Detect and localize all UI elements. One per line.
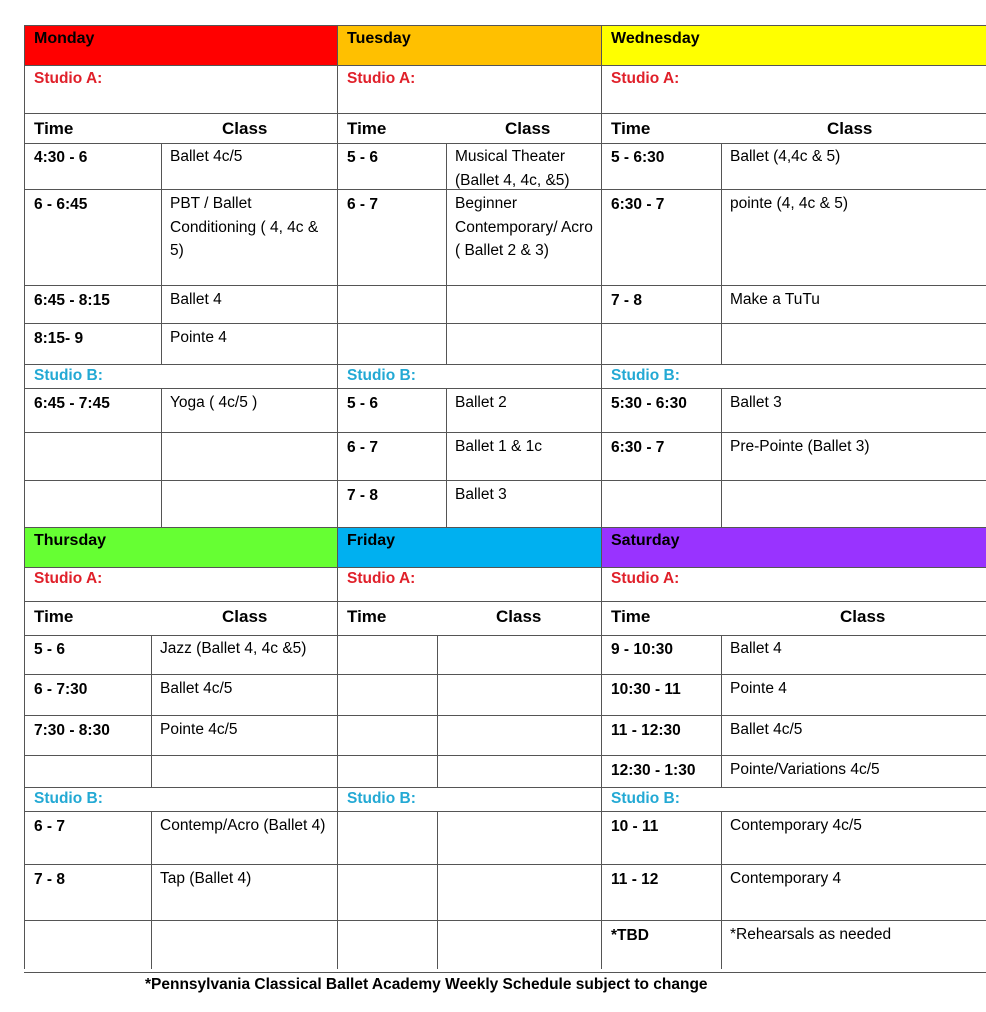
class-name: Ballet 3: [455, 486, 507, 503]
studio-a-label: Studio A:: [25, 568, 337, 602]
column-headers: [338, 114, 601, 144]
schedule-row: [338, 324, 601, 365]
schedule-row: [602, 324, 986, 365]
studio-a-label: Studio A:: [25, 66, 337, 114]
time-header: Time: [347, 119, 387, 138]
class-name: Ballet 4c/5: [160, 680, 233, 697]
studio-b-label: Studio B:: [25, 788, 337, 812]
schedule-row: [25, 921, 337, 969]
schedule-row: [338, 675, 601, 716]
schedule-row: [25, 143, 337, 190]
day-panel-saturday: [601, 527, 986, 969]
class-name: Ballet 4c/5: [170, 148, 243, 165]
time-header: Time: [34, 119, 74, 138]
column-divider: [161, 389, 162, 528]
studio-a-label: Studio A:: [338, 568, 601, 602]
class-time: 7:30 - 8:30: [34, 722, 110, 739]
day-panel-thursday: [24, 527, 337, 969]
class-name: pointe (4, 4c & 5): [730, 195, 849, 212]
studio-a-label: Studio A:: [602, 568, 986, 602]
time-header: Time: [34, 607, 74, 626]
column-divider: [151, 635, 152, 788]
schedule-row: [338, 389, 601, 433]
column-headers: [25, 602, 337, 636]
schedule-row: [602, 921, 986, 969]
column-divider: [721, 143, 722, 365]
day-header: Wednesday: [602, 26, 986, 66]
schedule-row: [25, 433, 337, 481]
class-name: Make a TuTu: [730, 291, 820, 308]
studio-b-label: Studio B:: [338, 365, 601, 389]
class-header: Class: [840, 607, 886, 626]
time-header: Time: [611, 119, 651, 138]
class-time: 5 - 6: [347, 149, 379, 166]
studio-b-label: Studio B:: [338, 788, 601, 812]
class-time: 12:30 - 1:30: [611, 762, 696, 779]
studio-b-label: Studio B:: [602, 365, 986, 389]
class-name: *Rehearsals as needed: [730, 926, 892, 943]
class-time: 6:30 - 7: [611, 196, 665, 213]
class-time: 5 - 6:30: [611, 149, 665, 166]
class-time: 6:45 - 8:15: [34, 292, 110, 309]
schedule-row: [602, 865, 986, 921]
class-name: Pointe 4c/5: [160, 721, 238, 738]
class-time: 6:30 - 7: [611, 439, 665, 456]
class-name: Pointe 4: [170, 329, 227, 346]
class-time: 10:30 - 11: [611, 681, 681, 698]
column-headers: [602, 602, 986, 636]
schedule-row: [25, 716, 337, 756]
schedule-row: [602, 812, 986, 865]
footer-note: *Pennsylvania Classical Ballet Academy Weekly Schedule subject to change: [145, 976, 708, 993]
weekly-schedule: [24, 25, 986, 973]
class-time: 7 - 8: [611, 292, 643, 309]
class-name: PBT / Ballet Conditioning ( 4, 4c & 5): [170, 195, 319, 259]
class-time: 6 - 7: [34, 818, 66, 835]
schedule-row: [338, 481, 601, 528]
column-headers: [25, 114, 337, 144]
schedule-row: [338, 635, 601, 675]
class-header: Class: [222, 119, 268, 138]
schedule-row: [602, 635, 986, 675]
class-time: 4:30 - 6: [34, 149, 88, 166]
class-header: Class: [222, 607, 268, 626]
schedule-row: [602, 286, 986, 324]
class-name: Ballet 2: [455, 394, 507, 411]
studio-b-label: Studio B:: [602, 788, 986, 812]
column-divider: [721, 389, 722, 528]
class-time: 10 - 11: [611, 818, 659, 835]
class-name: Ballet 4: [730, 640, 782, 657]
class-name: Yoga ( 4c/5 ): [170, 394, 258, 411]
class-name: Contemporary 4: [730, 870, 842, 887]
class-time: 6 - 7:30: [34, 681, 88, 698]
class-time: 9 - 10:30: [611, 641, 674, 658]
class-time: 11 - 12: [611, 871, 659, 888]
schedule-row: [602, 716, 986, 756]
schedule-row: [25, 635, 337, 675]
schedule-row: [25, 675, 337, 716]
class-name: Contemporary 4c/5: [730, 817, 862, 834]
column-divider: [721, 812, 722, 969]
column-divider: [721, 635, 722, 788]
schedule-row: [338, 756, 601, 788]
studio-a-label: Studio A:: [602, 66, 986, 114]
class-name: Beginner Contemporary/ Acro ( Ballet 2 & 3): [455, 195, 593, 259]
schedule-row: [25, 481, 337, 528]
studio-a-label: Studio A:: [338, 66, 601, 114]
schedule-row: [602, 481, 986, 528]
schedule-row: [602, 433, 986, 481]
schedule-row: [602, 756, 986, 788]
day-panel-monday: [24, 25, 337, 528]
time-header: Time: [611, 607, 651, 626]
class-header: Class: [827, 119, 873, 138]
schedule-row: [338, 433, 601, 481]
day-panel-friday: [337, 527, 601, 969]
schedule-row: [602, 675, 986, 716]
class-header: Class: [505, 119, 551, 138]
schedule-row: [338, 865, 601, 921]
schedule-row: [338, 812, 601, 865]
day-header: Monday: [25, 26, 337, 66]
column-divider: [446, 143, 447, 365]
column-divider: [151, 812, 152, 969]
column-divider: [437, 635, 438, 788]
schedule-row: [25, 190, 337, 286]
column-headers: [338, 602, 601, 636]
class-name: Pointe 4: [730, 680, 787, 697]
day-header: Tuesday: [338, 26, 601, 66]
column-divider: [161, 143, 162, 365]
class-time: 5 - 6: [347, 395, 379, 412]
class-time: 6 - 6:45: [34, 196, 88, 213]
day-header: Thursday: [25, 528, 337, 568]
schedule-row: [338, 921, 601, 969]
class-header: Class: [496, 607, 542, 626]
class-name: Ballet 3: [730, 394, 782, 411]
grid-bottom-border: [24, 972, 986, 973]
class-name: Jazz (Ballet 4, 4c &5): [160, 640, 307, 657]
class-time: 6:45 - 7:45: [34, 395, 110, 412]
class-time: *TBD: [611, 927, 649, 944]
class-name: Pre-Pointe (Ballet 3): [730, 438, 870, 455]
column-divider: [437, 812, 438, 969]
schedule-row: [25, 324, 337, 365]
studio-b-label: Studio B:: [25, 365, 337, 389]
schedule-row: [338, 716, 601, 756]
class-name: Ballet 1 & 1c: [455, 438, 543, 455]
class-name: Pointe/Variations 4c/5: [730, 761, 880, 778]
column-divider: [446, 389, 447, 528]
class-name: Ballet (4,4c & 5): [730, 148, 841, 165]
schedule-row: [338, 286, 601, 324]
schedule-row: [338, 143, 601, 190]
class-time: 7 - 8: [347, 487, 379, 504]
time-header: Time: [347, 607, 387, 626]
class-name: Ballet 4: [170, 291, 222, 308]
class-time: 6 - 7: [347, 196, 379, 213]
class-time: 7 - 8: [34, 871, 66, 888]
day-header: Saturday: [602, 528, 986, 568]
column-headers: [602, 114, 986, 144]
class-time: 8:15- 9: [34, 330, 84, 347]
class-name: Musical Theater (Ballet 4, 4c, &5): [455, 148, 570, 189]
class-name: Tap (Ballet 4): [160, 870, 252, 887]
schedule-row: [25, 812, 337, 865]
schedule-row: [25, 865, 337, 921]
class-name: Ballet 4c/5: [730, 721, 803, 738]
day-header: Friday: [338, 528, 601, 568]
class-time: 6 - 7: [347, 439, 379, 456]
class-name: Contemp/Acro (Ballet 4): [160, 817, 326, 834]
schedule-row: [25, 286, 337, 324]
class-time: 5 - 6: [34, 641, 66, 658]
schedule-row: [602, 190, 986, 286]
day-panel-tuesday: [337, 25, 601, 528]
schedule-row: [25, 389, 337, 433]
schedule-row: [25, 756, 337, 788]
schedule-row: [602, 389, 986, 433]
day-panel-wednesday: [601, 25, 986, 528]
schedule-row: [602, 143, 986, 190]
class-time: 11 - 12:30: [611, 722, 681, 739]
class-time: 5:30 - 6:30: [611, 395, 687, 412]
schedule-row: [338, 190, 601, 286]
